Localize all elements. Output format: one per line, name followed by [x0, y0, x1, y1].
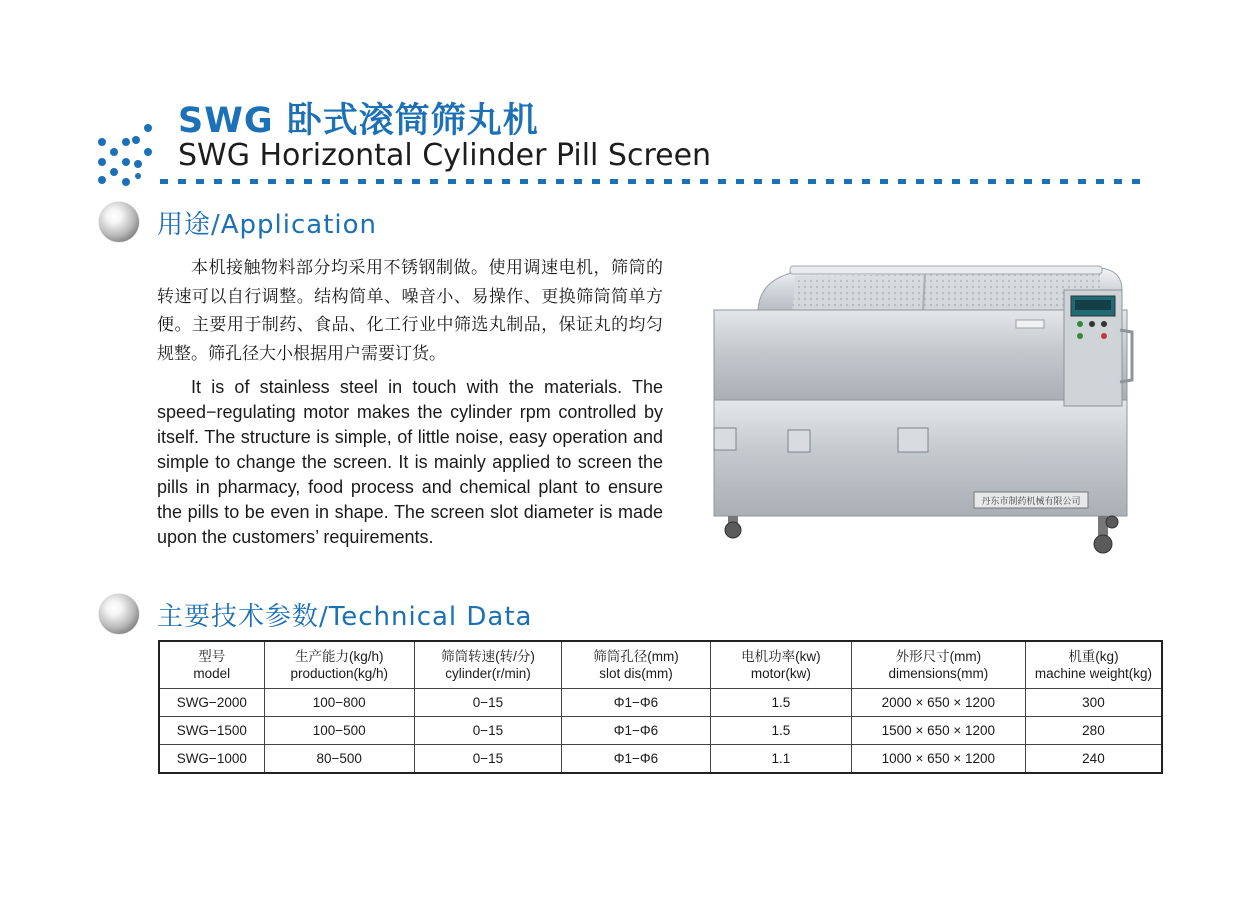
cell-cylinder: 0−15	[414, 745, 561, 774]
cell-dimensions: 1500 × 650 × 1200	[851, 717, 1025, 745]
cell-motor: 1.5	[710, 717, 851, 745]
cell-production: 100−500	[264, 717, 414, 745]
col-header-weight: 机重(kg) machine weight(kg)	[1025, 641, 1162, 689]
col-header-motor: 电机功率(kw) motor(kw)	[710, 641, 851, 689]
table-row	[159, 745, 1162, 774]
cell-slot: Φ1−Φ6	[562, 689, 711, 717]
machine-nameplate: 丹东市制药机械有限公司	[981, 497, 1081, 507]
col-header-dimensions: 外形尺寸(mm) dimensions(mm)	[851, 641, 1025, 689]
cell-motor: 1.1	[710, 745, 851, 774]
cell-slot: Φ1−Φ6	[562, 717, 711, 745]
cell-dimensions: 2000 × 650 × 1200	[851, 689, 1025, 717]
cell-weight: 280	[1025, 717, 1162, 745]
spec-table	[158, 640, 1163, 774]
col-header-slot: 筛筒孔径(mm) slot dis(mm)	[562, 641, 711, 689]
cell-slot: Φ1−Φ6	[562, 745, 711, 774]
cell-model: SWG−2000	[159, 689, 264, 717]
cell-model: SWG−1000	[159, 745, 264, 774]
title-chinese: SWG 卧式滚筒筛丸机	[178, 101, 539, 141]
col-header-model: 型号 model	[159, 641, 264, 689]
machine-photo	[700, 260, 1150, 560]
technical-heading: 主要技术参数/Technical Data	[157, 602, 533, 632]
cell-model: SWG−1500	[159, 717, 264, 745]
table-header-row	[159, 641, 1162, 689]
cell-cylinder: 0−15	[414, 689, 561, 717]
application-heading: 用途/Application	[157, 210, 378, 240]
cell-weight: 240	[1025, 745, 1162, 774]
section-bullet-icon	[99, 202, 139, 242]
header-divider	[160, 179, 1150, 184]
table-row	[159, 717, 1162, 745]
cell-dimensions: 1000 × 650 × 1200	[851, 745, 1025, 774]
cell-production: 100−800	[264, 689, 414, 717]
cell-cylinder: 0−15	[414, 717, 561, 745]
application-paragraph-en: It is of stainless steel in touch with the materials. The speed−regulating motor makes the cylinder rpm controlled by itself. The structure is simple, of little noise, easy operation and simple to change the screen. It is mainly applied to screen the pills in pharmacy, food process and chemical plant to ensure the pills to be even in shape. The screen slot diameter is made upon the customers’ requirements.	[157, 377, 663, 547]
logo-dots-icon	[96, 122, 160, 188]
cell-motor: 1.5	[710, 689, 851, 717]
application-paragraph-cn: 本机接触物料部分均采用不锈钢制做。使用调速电机，筛筒的转速可以自行调整。结构简单、噪音小、易操作、更换筛筒简单方便。主要用于制药、食品、化工行业中筛选丸制品，保证丸的均匀规整。筛孔径大小根据用户需要订货。	[157, 258, 663, 365]
title-english: SWG Horizontal Cylinder Pill Screen	[178, 138, 712, 173]
col-header-cylinder: 筛筒转速(转/分) cylinder(r/min)	[414, 641, 561, 689]
section-bullet-icon	[99, 594, 139, 634]
cell-weight: 300	[1025, 689, 1162, 717]
col-header-production: 生产能力(kg/h) production(kg/h)	[264, 641, 414, 689]
cell-production: 80−500	[264, 745, 414, 774]
table-row	[159, 689, 1162, 717]
